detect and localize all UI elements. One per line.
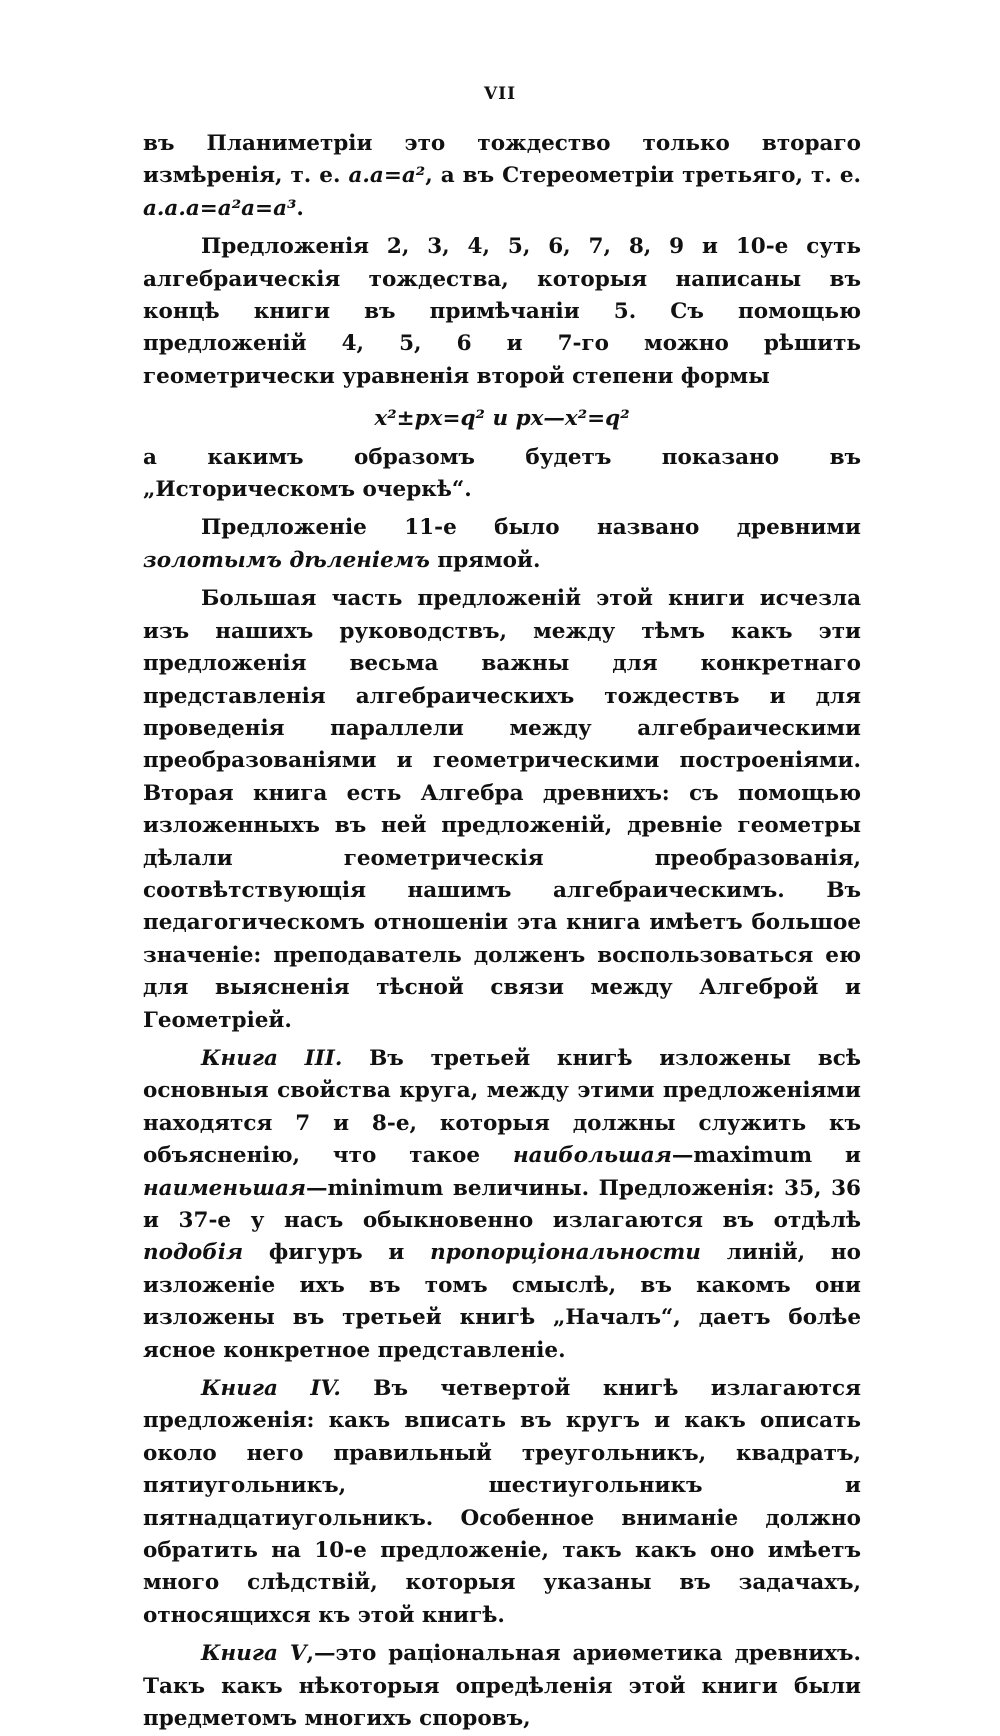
text-run: и <box>484 406 516 432</box>
italic-text: x²±px=q² <box>374 406 485 432</box>
text-run: Большая часть предложеній этой книги исчезла изъ нашихъ руководствъ, между тѣмъ какъ эти предложенія весьма важны для конкретнаго представленія алгебраическихъ тождествъ и для проведенія параллели между алгебраическими преобразованіями и геометрическими построеніями. Вторая книга есть Алгебра древнихъ: съ помощью изложенныхъ въ ней предложеній, древніе геометры дѣлали геометрическія преобразованія, соотвѣтствующія нашимъ алгебраическимъ. Въ педагогическомъ отношеніи эта книга имѣетъ большое значеніе: преподаватель долженъ воспользоваться ею для выясненія тѣсной связи между Алгеброй и Геометріей. <box>143 586 861 1033</box>
page-number: VII <box>483 84 517 104</box>
paragraph <box>143 512 861 577</box>
text-run: прямой. <box>429 547 541 573</box>
text-run: Въ четвертой книгѣ излагаются предложенія: какъ вписать въ кругъ и какъ описать около него правильный треугольникъ, квадратъ, пятиугольникъ, шестиугольникъ и пятнадцатиугольникъ. Особенное вниманіе должно обратить на 10-е предложеніе, такъ какъ оно имѣетъ много слѣдствій, которыя указаны въ задачахъ, относящихся къ этой книгѣ. <box>143 1376 861 1628</box>
italic-text: Книга IV. <box>201 1376 341 1402</box>
italic-text: подобія <box>143 1240 244 1266</box>
paragraph <box>143 128 861 225</box>
formula <box>143 403 861 435</box>
text-run: —maximum и <box>671 1143 862 1169</box>
paragraph <box>143 583 861 1037</box>
paragraph <box>143 1373 861 1632</box>
italic-text: золотымъ дѣленіемъ <box>143 547 430 573</box>
italic-text: px—x²=q² <box>515 406 630 432</box>
text-run: , а въ Стереометріи третьяго, т. е. <box>425 163 861 189</box>
italic-text: Книга III. <box>201 1045 343 1071</box>
text-run: ,—это раціональная ариѳметика древнихъ. Такъ какъ нѣкоторыя опредѣленія этой книги были предметомъ многихъ споровъ, <box>143 1641 861 1732</box>
text-run: Предложеніе 11-е было названо древними <box>201 515 861 541</box>
text-run: . <box>296 195 304 221</box>
body-text <box>143 128 861 1736</box>
text-run: —minimum величины. Предложенія: 35, 36 и 37-е у насъ обыкновенно излагаются въ отдѣлѣ <box>143 1175 861 1233</box>
italic-text: наибольшая <box>513 1143 672 1169</box>
italic-text: наименьшая <box>143 1175 307 1201</box>
paragraph <box>143 1043 861 1367</box>
paragraph <box>143 231 861 393</box>
italic-text: a.a.a=a²a=a³ <box>143 195 297 221</box>
text-run: Предложенія 2, 3, 4, 5, 6, 7, 8, 9 и 10-е суть алгебраическія тождества, которыя написаны въ концѣ книги въ примѣчаніи 5. Съ помощью предложеній 4, 5, 6 и 7-го можно рѣшить геометрически уравненія второй степени формы <box>143 234 861 389</box>
italic-text: a.a=a² <box>348 163 426 189</box>
text-run: Въ третьей книгѣ изложены всѣ основныя свойства круга, между этими предложеніями находятся 7 и 8-е, которыя должны служить къ объясненію, что такое <box>143 1045 861 1169</box>
italic-text: Книга V <box>201 1641 307 1667</box>
paragraph <box>143 442 861 507</box>
text-run: линій, но изложеніе ихъ въ томъ смыслѣ, въ какомъ они изложены въ третьей книгѣ „Началъ“, даетъ болѣе ясное конкретное представленіе. <box>143 1240 861 1363</box>
text-run: въ Планиметріи это тождество только втораго измѣренія, т. е. <box>143 131 861 189</box>
text-run: а какимъ образомъ будетъ показано въ „Историческомъ очеркѣ“. <box>143 444 861 503</box>
paragraph <box>143 1638 861 1735</box>
italic-text: пропорціональности <box>430 1240 701 1266</box>
text-run: фигуръ и <box>243 1240 431 1266</box>
